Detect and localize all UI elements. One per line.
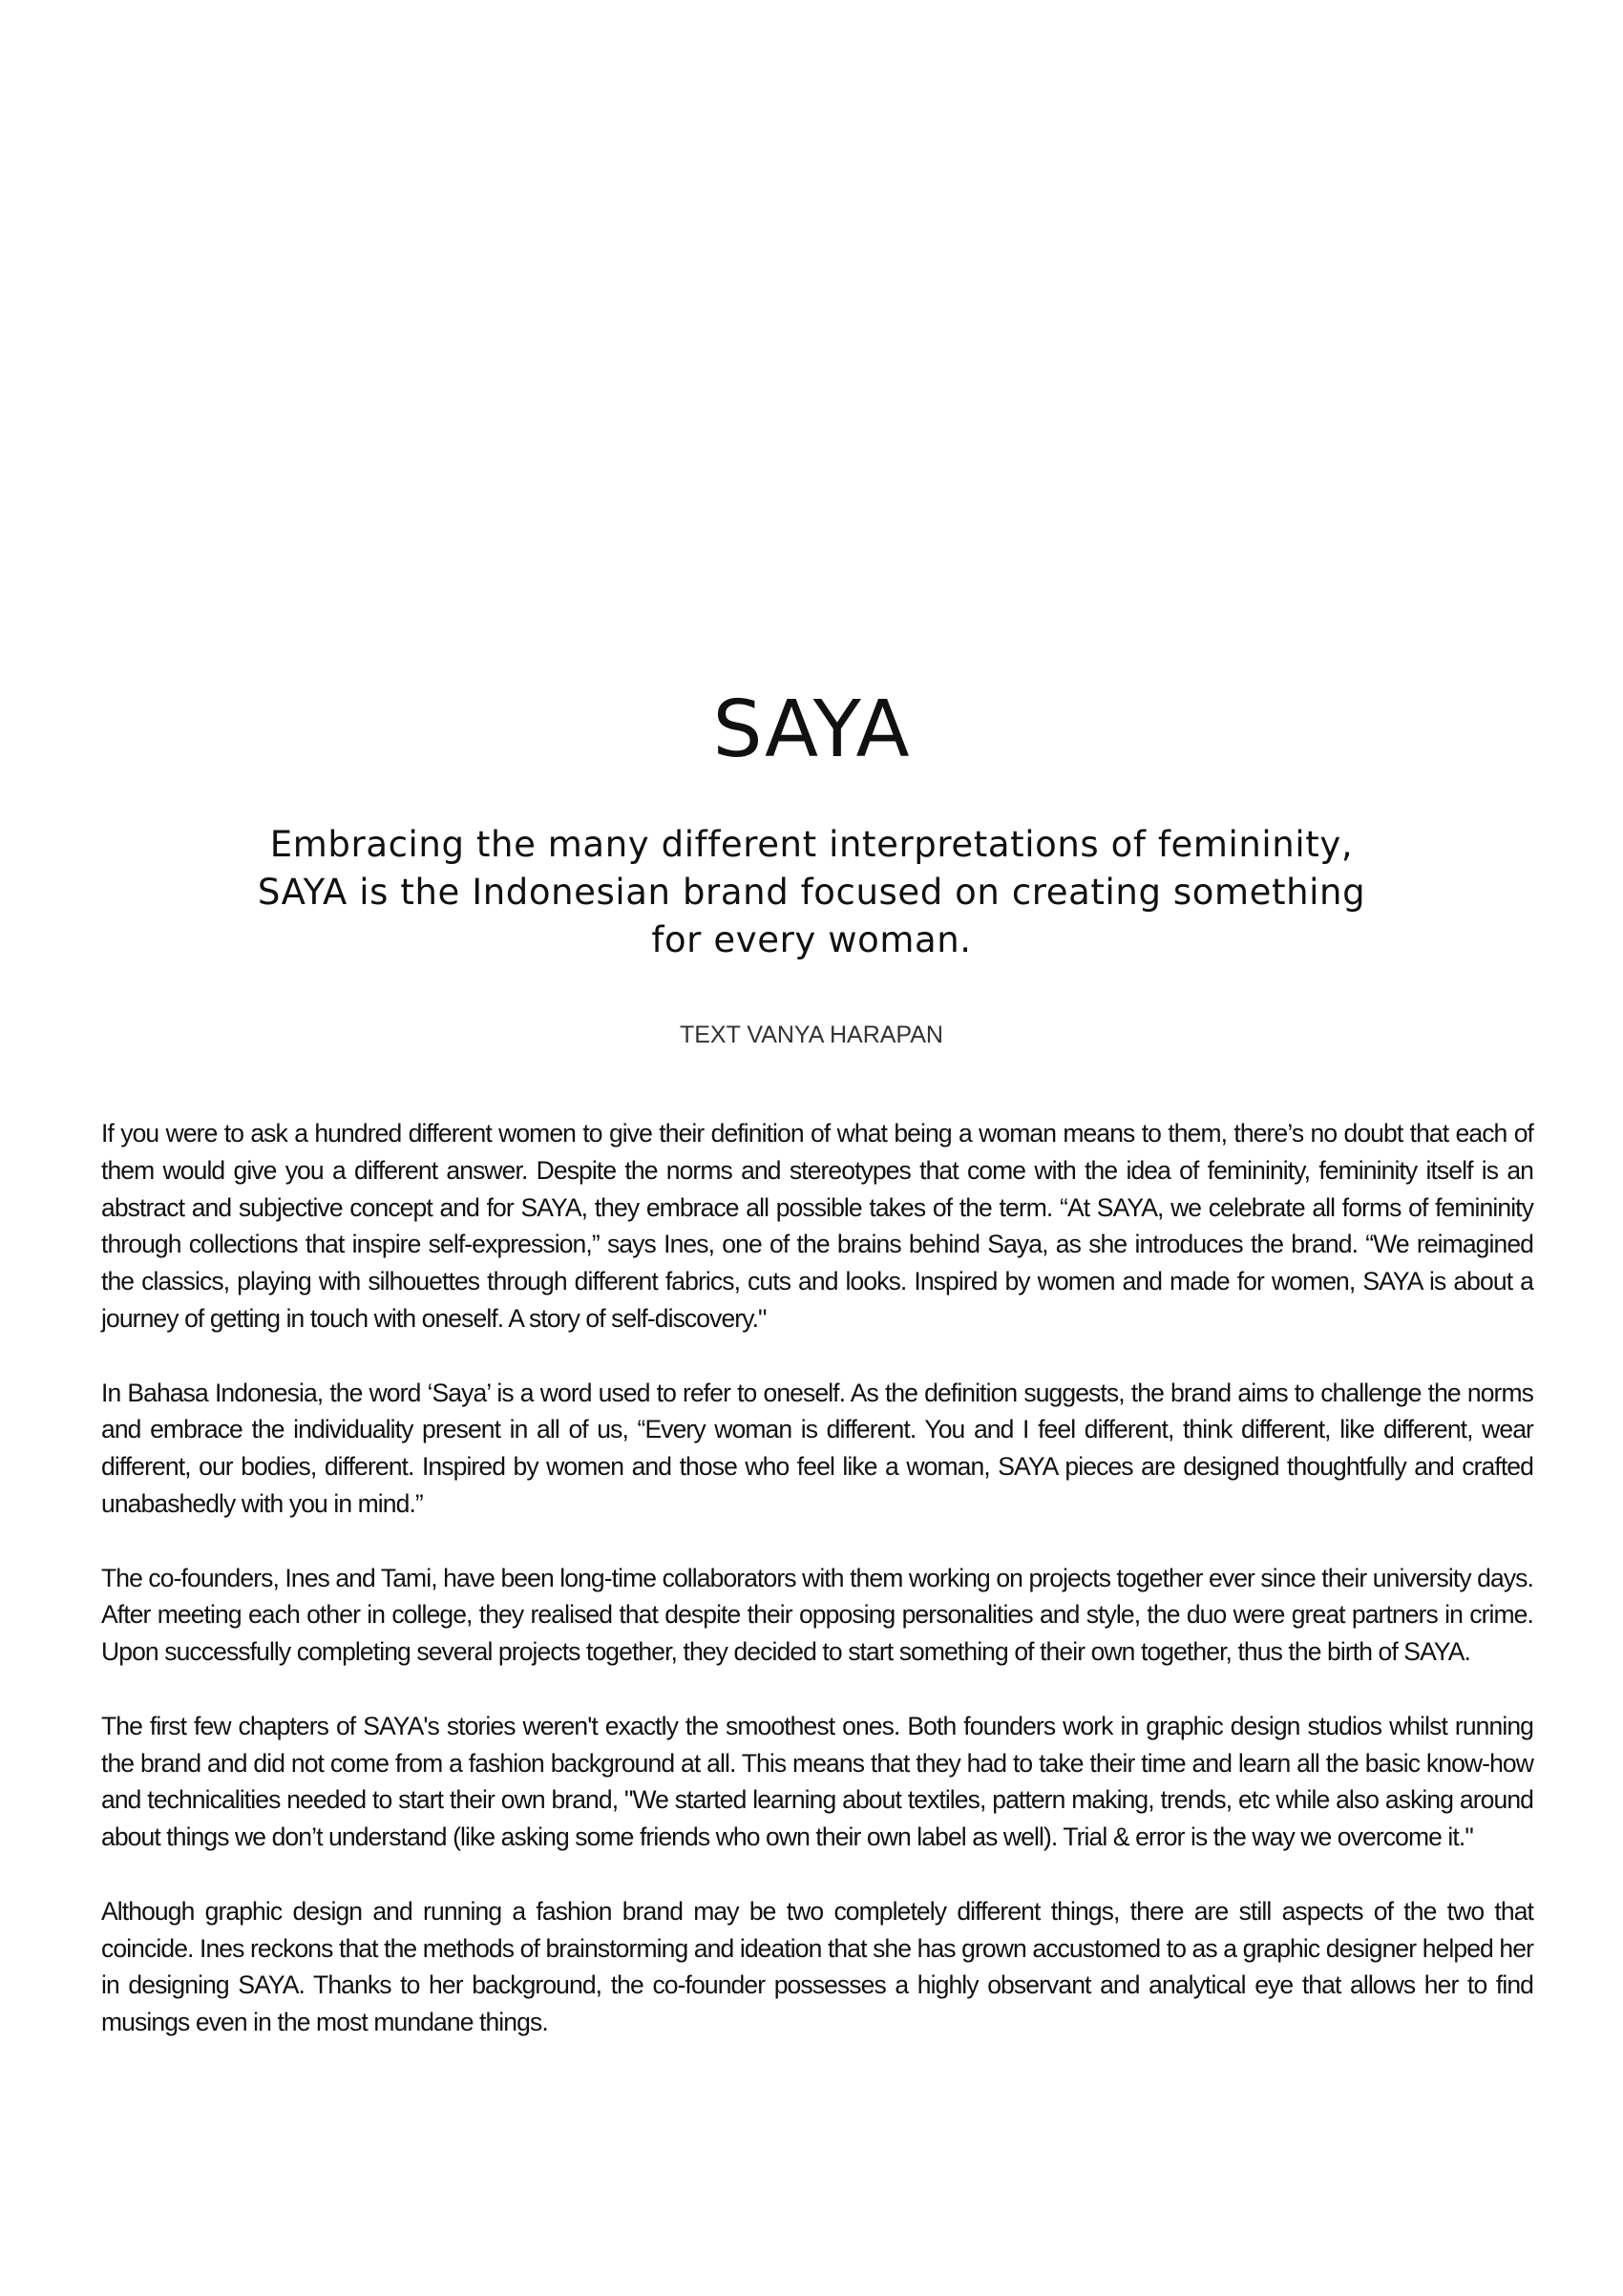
body-paragraph: Although graphic design and running a fashion brand may be two completely different things, there are still aspects of the two that coincide. Ines reckons that the methods of brainstorming and ideation that she has grown accustomed to as a graphic designer helped her in designing SAYA. Thanks to her background, the co-founder possesses a highly observant and analytical eye that allows her to find musings even in the most mundane things. [101, 1896, 1533, 2037]
article-title: SAYA [712, 685, 911, 775]
article-subtitle: Embracing the many different interpretations of femininity, SAYA is the Indonesian brand focused on creating something for every woman. [257, 824, 1366, 960]
article-body [101, 1115, 1533, 2078]
body-paragraph: In Bahasa Indonesia, the word ‘Saya’ is a word used to refer to oneself. As the definition suggests, the brand aims to challenge the norms and embrace the individuality present in all of us, “Every woman is different. You and I feel different, think different, like different, wear different, our bodies, different. Inspired by women and those who feel like a woman, SAYA pieces are designed thoughtfully and crafted unabashedly with you in mind.” [101, 1378, 1533, 1518]
body-paragraph: The first few chapters of SAYA's stories weren't exactly the smoothest ones. Both founders work in graphic design studios whilst running the brand and did not come from a fashion background at all. This means that they had to take their time and learn all the basic know-how and technicalities needed to start their own brand, "We started learning about textiles, pattern making, trends, etc while also asking around about things we don’t understand (like asking some friends who own their own label as well). Trial & error is the way we overcome it." [101, 1711, 1533, 1852]
article-byline: TEXT VANYA HARAPAN [679, 1022, 943, 1048]
body-paragraph: The co-founders, Ines and Tami, have been long-time collaborators with them working on projects together ever since their university days. After meeting each other in college, they realised that despite their opposing personalities and style, the duo were great partners in crime. Upon successfully completing several projects together, they decided to start something of their own together, thus the birth of SAYA. [101, 1563, 1533, 1667]
body-paragraph: If you were to ask a hundred different women to give their definition of what being a woman means to them, there’s no doubt that each of them would give you a different answer. Despite the norms and stereotypes that come with the idea of femininity, femininity itself is an abstract and subjective concept and for SAYA, they embrace all possible takes of the term. “At SAYA, we celebrate all forms of femininity through collections that inspire self-expression,” says Ines, one of the brains behind Saya, as she introduces the brand. “We reimagined the classics, playing with silhouettes through different fabrics, cuts and looks. Inspired by women and made for women, SAYA is about a journey of getting in touch with oneself. A story of self-discovery." [101, 1119, 1533, 1333]
